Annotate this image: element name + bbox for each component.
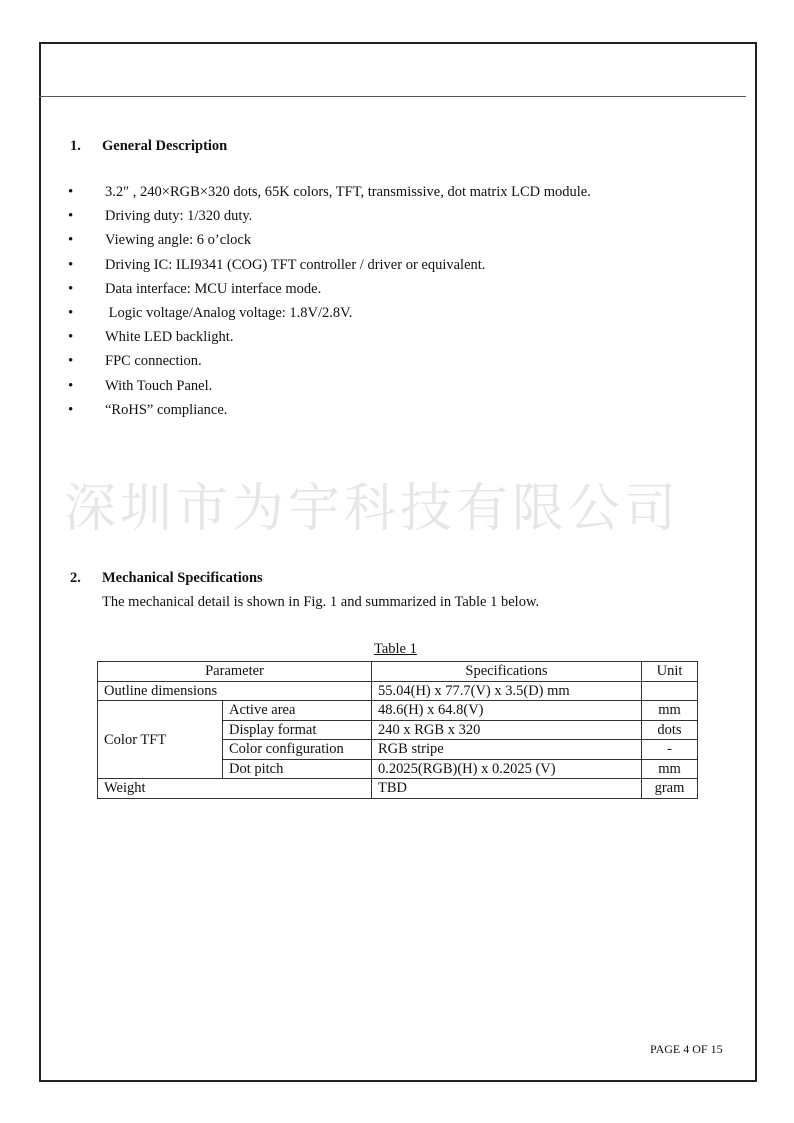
param-cell: Display format [223,720,372,740]
section-2-number: 2. [70,570,81,586]
watermark: 深圳市为宇科技有限公司 [64,479,681,539]
feature-list [68,180,591,422]
list-item: • Driving IC: ILI9341 (COG) TFT controller / driver or equivalent. [68,253,591,277]
param-cell: Dot pitch [223,759,372,779]
unit-cell: mm [642,701,698,721]
spec-cell: 240 x RGB x 320 [372,720,642,740]
table-header-row [98,662,698,682]
header-parameter: Parameter [98,662,372,682]
header-divider [39,96,746,97]
header-specifications: Specifications [372,662,642,682]
table-row [98,681,698,701]
header-unit: Unit [642,662,698,682]
spec-cell: RGB stripe [372,740,642,760]
unit-cell [642,681,698,701]
page-number: PAGE 4 OF 15 [650,1042,723,1056]
spec-cell: 55.04(H) x 77.7(V) x 3.5(D) mm [372,681,642,701]
unit-cell: dots [642,720,698,740]
param-cell: Weight [98,779,372,799]
table-caption: Table 1 [374,641,417,657]
group-cell: Color TFT [98,701,223,779]
list-item: • White LED backlight. [68,325,591,349]
section-2-title: Mechanical Specifications [102,570,263,586]
list-item: • Viewing angle: 6 o’clock [68,228,591,252]
table-row [98,701,698,721]
param-cell: Active area [223,701,372,721]
unit-cell: - [642,740,698,760]
list-item: • “RoHS” compliance. [68,398,591,422]
table-row [98,779,698,799]
list-item: • Logic voltage/Analog voltage: 1.8V/2.8V. [68,301,591,325]
section-1-number: 1. [70,138,81,154]
unit-cell: gram [642,779,698,799]
section-2-intro: The mechanical detail is shown in Fig. 1 and summarized in Table 1 below. [102,594,540,610]
param-cell: Color configuration [223,740,372,760]
list-item: • Data interface: MCU interface mode. [68,277,591,301]
list-item: • Driving duty: 1/320 duty. [68,204,591,228]
section-1-title: General Description [102,138,228,154]
param-cell: Outline dimensions [98,681,372,701]
unit-cell: mm [642,759,698,779]
spec-table [97,661,698,799]
list-item: • FPC connection. [68,349,591,373]
list-item: • 3.2″ , 240×RGB×320 dots, 65K colors, TFT, transmissive, dot matrix LCD module. [68,180,591,204]
spec-cell: 48.6(H) x 64.8(V) [372,701,642,721]
list-item: • With Touch Panel. [68,374,591,398]
spec-cell: 0.2025(RGB)(H) x 0.2025 (V) [372,759,642,779]
spec-cell: TBD [372,779,642,799]
